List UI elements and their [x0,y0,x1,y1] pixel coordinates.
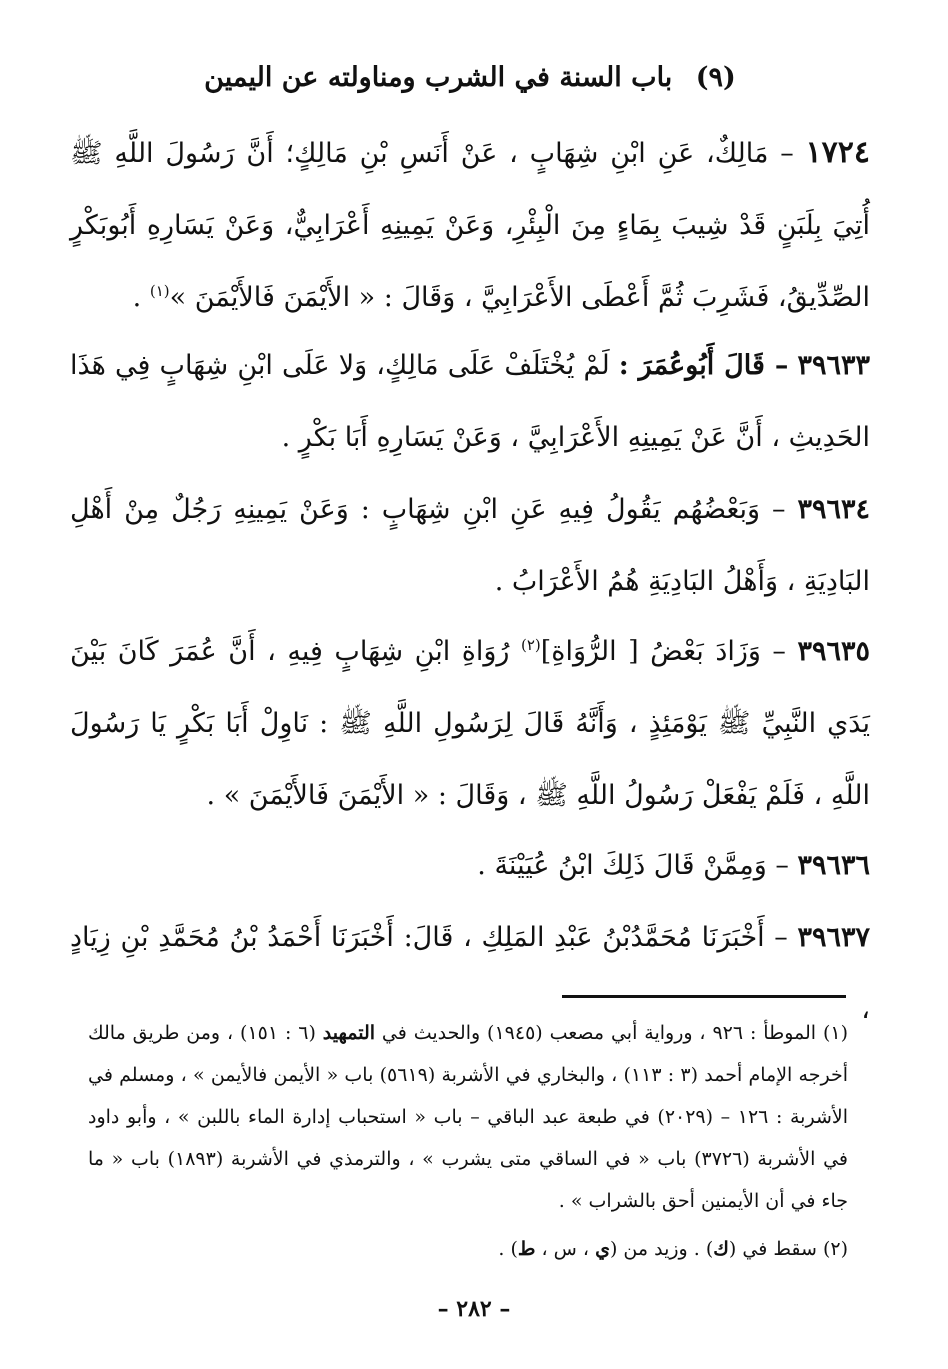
footnote-text: ، س ، [535,1238,596,1260]
hadith-end: . [132,282,150,313]
paragraph-text-after: رُوَاةِ ابْنِ شِهَابٍ فِيهِ ، أَنَّ عُمَرَ كَانَ بَيْنَ يَدَي النَّبِيِّ ﷺ يَوْمَئِذٍ ، وَأَنَّهُ قَالَ لِرَسُولِ اللَّهِ ﷺ : نَاوِلْ أَبَا بَكْرٍ يَا رَسُولَ اللَّهِ ، فَلَمْ يَفْعَلْ رَسُولُ اللَّهِ ﷺ ، وَقَالَ : « الأَيْمَنَ فَالأَيْمَنَ » . [70,636,870,811]
paragraph-text: – أَخْبَرَنَا مُحَمَّدُبْنُ عَبْدِ المَلِكِ ، قَالَ: أَخْبَرَنَا أَحْمَدُ بْنُ مُحَمَّدِ بْنِ زِيَادٍ ، [70,922,870,1025]
footnote-text: (٢) سقط في ( [728,1238,848,1260]
footnote-text: (١) الموطأ : ٩٢٦ ، ورواية أبي مصعب (١٩٤٥) والحديث في [375,1022,849,1044]
footnote-1 [88,1012,848,1222]
manuscript-siglum: ي [595,1238,610,1260]
chapter-number: (٩) [695,62,736,93]
paragraph-number: ٣٩٦٣٥ [797,636,870,667]
manuscript-siglum: ط [517,1238,536,1260]
footnote-text: ) . وزيد من ( [609,1238,714,1260]
manuscript-siglum: ك [713,1238,729,1260]
hadith-number: ١٧٢٤ [805,135,870,170]
paragraph-number: ٣٩٦٣٤ [797,494,870,525]
footnote-ref-2: (٢) [520,636,541,654]
commentary-paragraph-39633 [70,330,870,474]
page-number: – ٢٨٢ – [437,1296,511,1322]
paragraph-number: ٣٩٦٣٦ [797,850,870,881]
chapter-title-text: باب السنة في الشرب ومناولته عن اليمين [204,62,673,93]
footnote-text: (٦ : ١٥١) ، ومن طريق مالك أخرجه الإمام أحمد (٣ : ١١٣) ، والبخاري في الأشربة (٥٦١٩) باب « الأيمن فالأيمن » ، ومسلم في الأشربة : ١٢٦ – (٢٠٢٩) في طبعة عبد الباقي – باب « استحباب إدارة الماء باللبن » ، وأبو داود في الأشربة (٣٧٢٦) باب « في الساقي متى يشرب » ، والترمذي في الأشربة (١٨٩٣) باب « ما جاء في أن الأيمنين أحق بالشراب » . [88,1022,849,1212]
paragraph-text: لَمْ يُخْتَلَفْ عَلَى مَالِكٍ، وَلا عَلَى ابْنِ شِهَابٍ فِي هَذَا الحَدِيثِ ، أَنَّ عَنْ يَمِينِهِ الأَعْرَابِيَّ ، وَعَنْ يَسَارِهِ أَبَا بَكْرٍ . [70,350,870,453]
footnote-divider [562,995,846,998]
footnote-2 [88,1228,848,1270]
footnote-book-title: التمهيد [322,1022,376,1044]
paragraph-number: ٣٩٦٣٣ [797,350,870,381]
footnote-text: ) . [498,1238,518,1260]
paragraph-number: ٣٩٦٣٧ [797,922,870,953]
paragraph-text: – وَمِمَّنْ قَالَ ذَلِكَ ابْنُ عُيَيْنَةَ . [477,850,789,881]
commentary-paragraph-39636 [70,830,870,902]
hadith-paragraph [70,117,870,334]
paragraph-text: – وَبَعْضُهُم يَقُولُ فِيهِ عَنِ ابْنِ شِهَابٍ : وَعَنْ يَمِينِهِ رَجُلٌ مِنْ أَهْلِ البَادِيَةِ ، وَأَهْلُ البَادِيَةِ هُمُ الأَعْرَابُ . [70,494,870,597]
paragraph-text-before: – وَزَادَ بَعْضُ [ الرُّوَاةِ] [540,636,786,667]
chapter-title [150,58,790,98]
footnote-ref-1: (١) [149,282,170,300]
paragraph-lead: – قَالَ أَبُوعُمَرَ : [618,350,789,381]
commentary-paragraph-39635 [70,616,870,832]
hadith-text: – مَالِكٌ، عَنِ ابْنِ شِهَابٍ ، عَنْ أَنَسِ بْنِ مَالِكٍ؛ أَنَّ رَسُولَ اللَّهِ ﷺ أُتِيَ بِلَبَنٍ قَدْ شِيبَ بِمَاءٍ مِنَ الْبِئْرِ، وَعَنْ يَمِينِهِ أَعْرَابِيٌّ، وَعَنْ يَسَارِهِ أَبُوبَكْرٍ الصِّدِّيقُ، فَشَرِبَ ثُمَّ أَعْطَى الأَعْرَابِيَّ ، وَقَالَ : « الأَيْمَنَ فَالأَيْمَنَ » [70,138,870,313]
commentary-paragraph-39634 [70,474,870,618]
